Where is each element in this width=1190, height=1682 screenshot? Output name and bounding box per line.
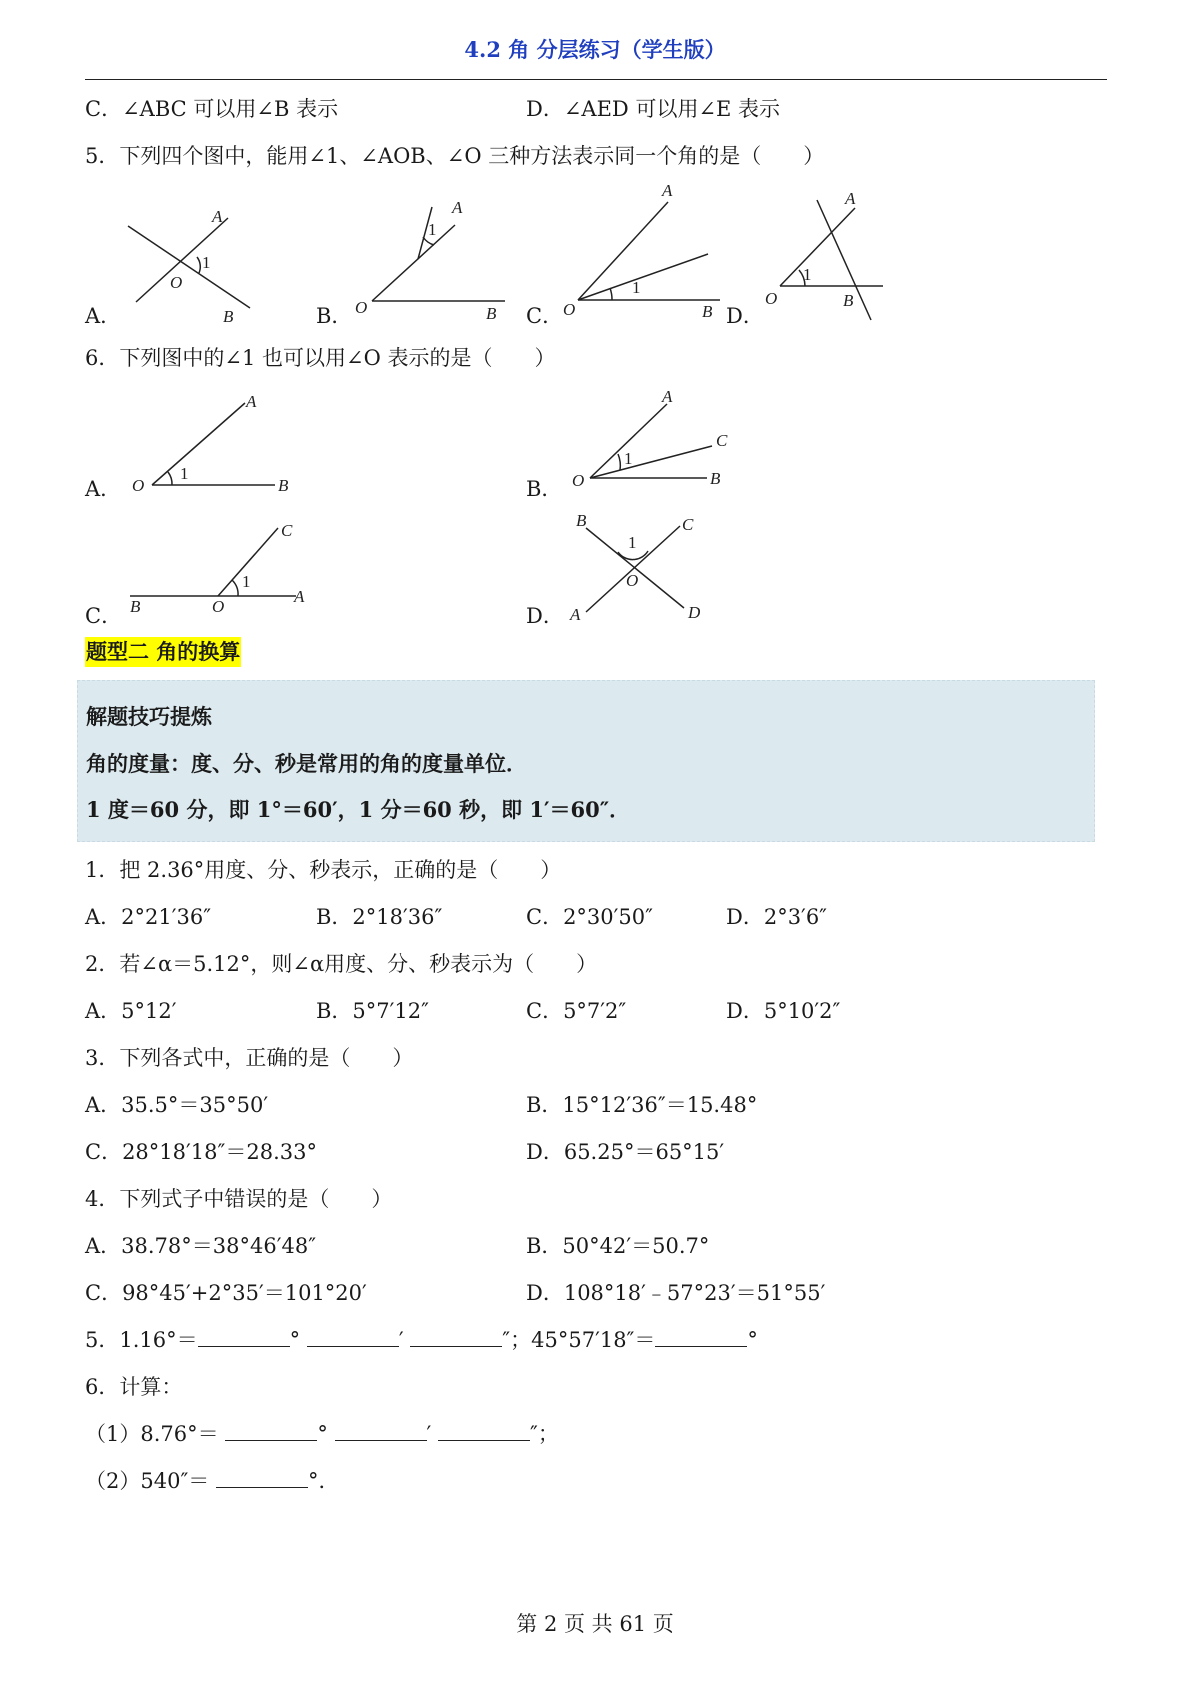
svg-text:A: A (452, 198, 463, 217)
svg-text:B: B (576, 511, 587, 530)
p5-prefix: 5．1.16°＝ (85, 1328, 198, 1352)
p5-blank-decimal[interactable] (655, 1326, 747, 1347)
p1-option-a: A．2°21′36″ (85, 905, 212, 929)
svg-text:B: B (223, 307, 234, 326)
p3-option-c: C．28°18′18″＝28.33° (85, 1140, 317, 1164)
svg-text:A: A (294, 587, 305, 606)
svg-text:1: 1 (803, 265, 812, 284)
svg-text:B: B (278, 476, 289, 495)
p6-s2-blank-degrees[interactable] (216, 1467, 308, 1488)
p6-s1-deg-symbol: ° (317, 1422, 328, 1446)
q6-label-b: B． (526, 477, 563, 501)
svg-text:1: 1 (628, 533, 637, 552)
svg-text:1: 1 (632, 278, 641, 297)
svg-text:A: A (570, 605, 581, 624)
p6-s2-prefix: （2）540″＝ (85, 1469, 210, 1493)
tip-line-1: 角的度量：度、分、秒是常用的角的度量单位． (86, 751, 527, 776)
svg-text:O: O (132, 476, 145, 495)
p6-subquestion-1 (85, 1420, 559, 1448)
svg-text:D: D (688, 603, 701, 622)
p6-subquestion-2 (85, 1467, 339, 1495)
svg-text:O: O (355, 298, 368, 317)
tip-line-2: 1 度＝60 分，即 1°＝60′，1 分＝60 秒，即 1′＝60″． (86, 797, 631, 822)
p6-s1-blank-minutes[interactable] (335, 1420, 427, 1441)
svg-text:A: A (212, 207, 223, 226)
p2-option-d: D．5°10′2″ (726, 999, 841, 1023)
svg-text:C: C (682, 515, 694, 534)
svg-text:O: O (765, 289, 778, 308)
q5-figure-c (560, 182, 730, 324)
q6-stem: 6．下列图中的∠1 也可以用∠O 表示的是（ ） (85, 346, 556, 370)
q5-figure-a (120, 200, 260, 326)
page-header-title: 4.2 角 分层练习（学生版） (464, 37, 726, 62)
p3-option-b: B．15°12′36″＝15.48° (526, 1093, 758, 1117)
svg-text:1: 1 (202, 253, 211, 272)
svg-text:O: O (572, 471, 585, 490)
svg-text:1: 1 (180, 464, 189, 483)
p6-s1-sec-symbol: ″； (529, 1422, 559, 1446)
q6-figure-d (568, 510, 728, 625)
svg-text:C: C (716, 431, 728, 450)
svg-text:O: O (563, 300, 576, 319)
svg-text:A: A (662, 181, 673, 200)
p4-option-a: A．38.78°＝38°46′48″ (85, 1234, 317, 1258)
q4-option-c: C．∠ABC 可以用∠B 表示 (85, 97, 339, 121)
svg-text:A: A (246, 392, 257, 411)
svg-text:O: O (170, 273, 183, 292)
q6-label-a: A． (85, 477, 122, 501)
p5-end-symbol: ° (747, 1328, 758, 1352)
p5-sec-mid: ″；45°57′18″＝ (502, 1328, 656, 1352)
p2-option-a: A．5°12′ (85, 999, 177, 1023)
p2-option-b: B．5°7′12″ (316, 999, 429, 1023)
p5-blank-seconds[interactable] (410, 1326, 502, 1347)
q5-stem: 5．下列四个图中，能用∠1、∠AOB、∠O 三种方法表示同一个角的是（ ） (85, 144, 825, 168)
q5-label-d: D． (726, 304, 764, 328)
p5-line (85, 1326, 758, 1354)
q5-figure-b (350, 195, 510, 325)
svg-text:O: O (626, 571, 639, 590)
svg-text:O: O (212, 597, 225, 616)
q6-label-d: D． (526, 604, 564, 628)
svg-text:B: B (710, 469, 721, 488)
p4-option-c: C．98°45′+2°35′＝101°20′ (85, 1281, 367, 1305)
p3-option-a: A．35.5°＝35°50′ (85, 1093, 269, 1117)
p2-stem: 2．若∠α＝5.12°，则∠α用度、分、秒表示为（ ） (85, 952, 598, 976)
p1-option-d: D．2°3′6″ (726, 905, 828, 929)
p1-option-c: C．2°30′50″ (526, 905, 653, 929)
p2-option-c: C．5°7′2″ (526, 999, 627, 1023)
p5-blank-degrees[interactable] (198, 1326, 290, 1347)
svg-text:1: 1 (428, 220, 437, 239)
p4-option-d: D．108°18′﹣57°23′＝51°55′ (526, 1281, 826, 1305)
svg-text:B: B (843, 291, 854, 310)
svg-text:1: 1 (624, 449, 633, 468)
svg-text:1: 1 (242, 572, 251, 591)
q6-figure-c (128, 520, 318, 615)
svg-text:C: C (281, 521, 293, 540)
page-footer: 第 2 页 共 61 页 (516, 1612, 674, 1636)
p6-stem: 6．计算： (85, 1375, 183, 1399)
p3-stem: 3．下列各式中，正确的是（ ） (85, 1046, 414, 1070)
p4-option-b: B．50°42′＝50.7° (526, 1234, 710, 1258)
p5-blank-minutes[interactable] (307, 1326, 399, 1347)
q5-label-c: C． (526, 304, 564, 328)
section-heading: 题型二 角的换算 (85, 637, 241, 667)
q5-label-b: B． (316, 304, 353, 328)
q5-figure-d (765, 190, 905, 325)
q6-label-c: C． (85, 604, 123, 628)
p4-stem: 4．下列式子中错误的是（ ） (85, 1187, 393, 1211)
q4-option-d: D．∠AED 可以用∠E 表示 (526, 97, 781, 121)
q5-label-a: A． (85, 304, 122, 328)
header-rule (85, 79, 1107, 80)
p5-deg-symbol: ° (289, 1328, 301, 1352)
p6-s1-blank-seconds[interactable] (438, 1420, 530, 1441)
svg-text:B: B (486, 304, 497, 323)
tip-box (77, 680, 1095, 842)
svg-text:B: B (130, 597, 141, 616)
svg-text:A: A (662, 387, 673, 406)
p6-s1-blank-degrees[interactable] (225, 1420, 317, 1441)
svg-text:B: B (702, 302, 713, 321)
p6-s1-min-symbol: ′ (426, 1422, 432, 1446)
p5-min-symbol: ′ (398, 1328, 404, 1352)
svg-text:A: A (845, 189, 856, 208)
p6-s2-deg-symbol: °． (307, 1469, 340, 1493)
q6-figure-b (572, 387, 737, 495)
tip-title: 解题技巧提炼 (86, 704, 212, 729)
q6-figure-a (130, 392, 300, 495)
p6-s1-prefix: （1）8.76°＝ (85, 1422, 219, 1446)
p1-option-b: B．2°18′36″ (316, 905, 443, 929)
p3-option-d: D．65.25°＝65°15′ (526, 1140, 725, 1164)
p1-stem: 1．把 2.36°用度、分、秒表示，正确的是（ ） (85, 858, 562, 882)
